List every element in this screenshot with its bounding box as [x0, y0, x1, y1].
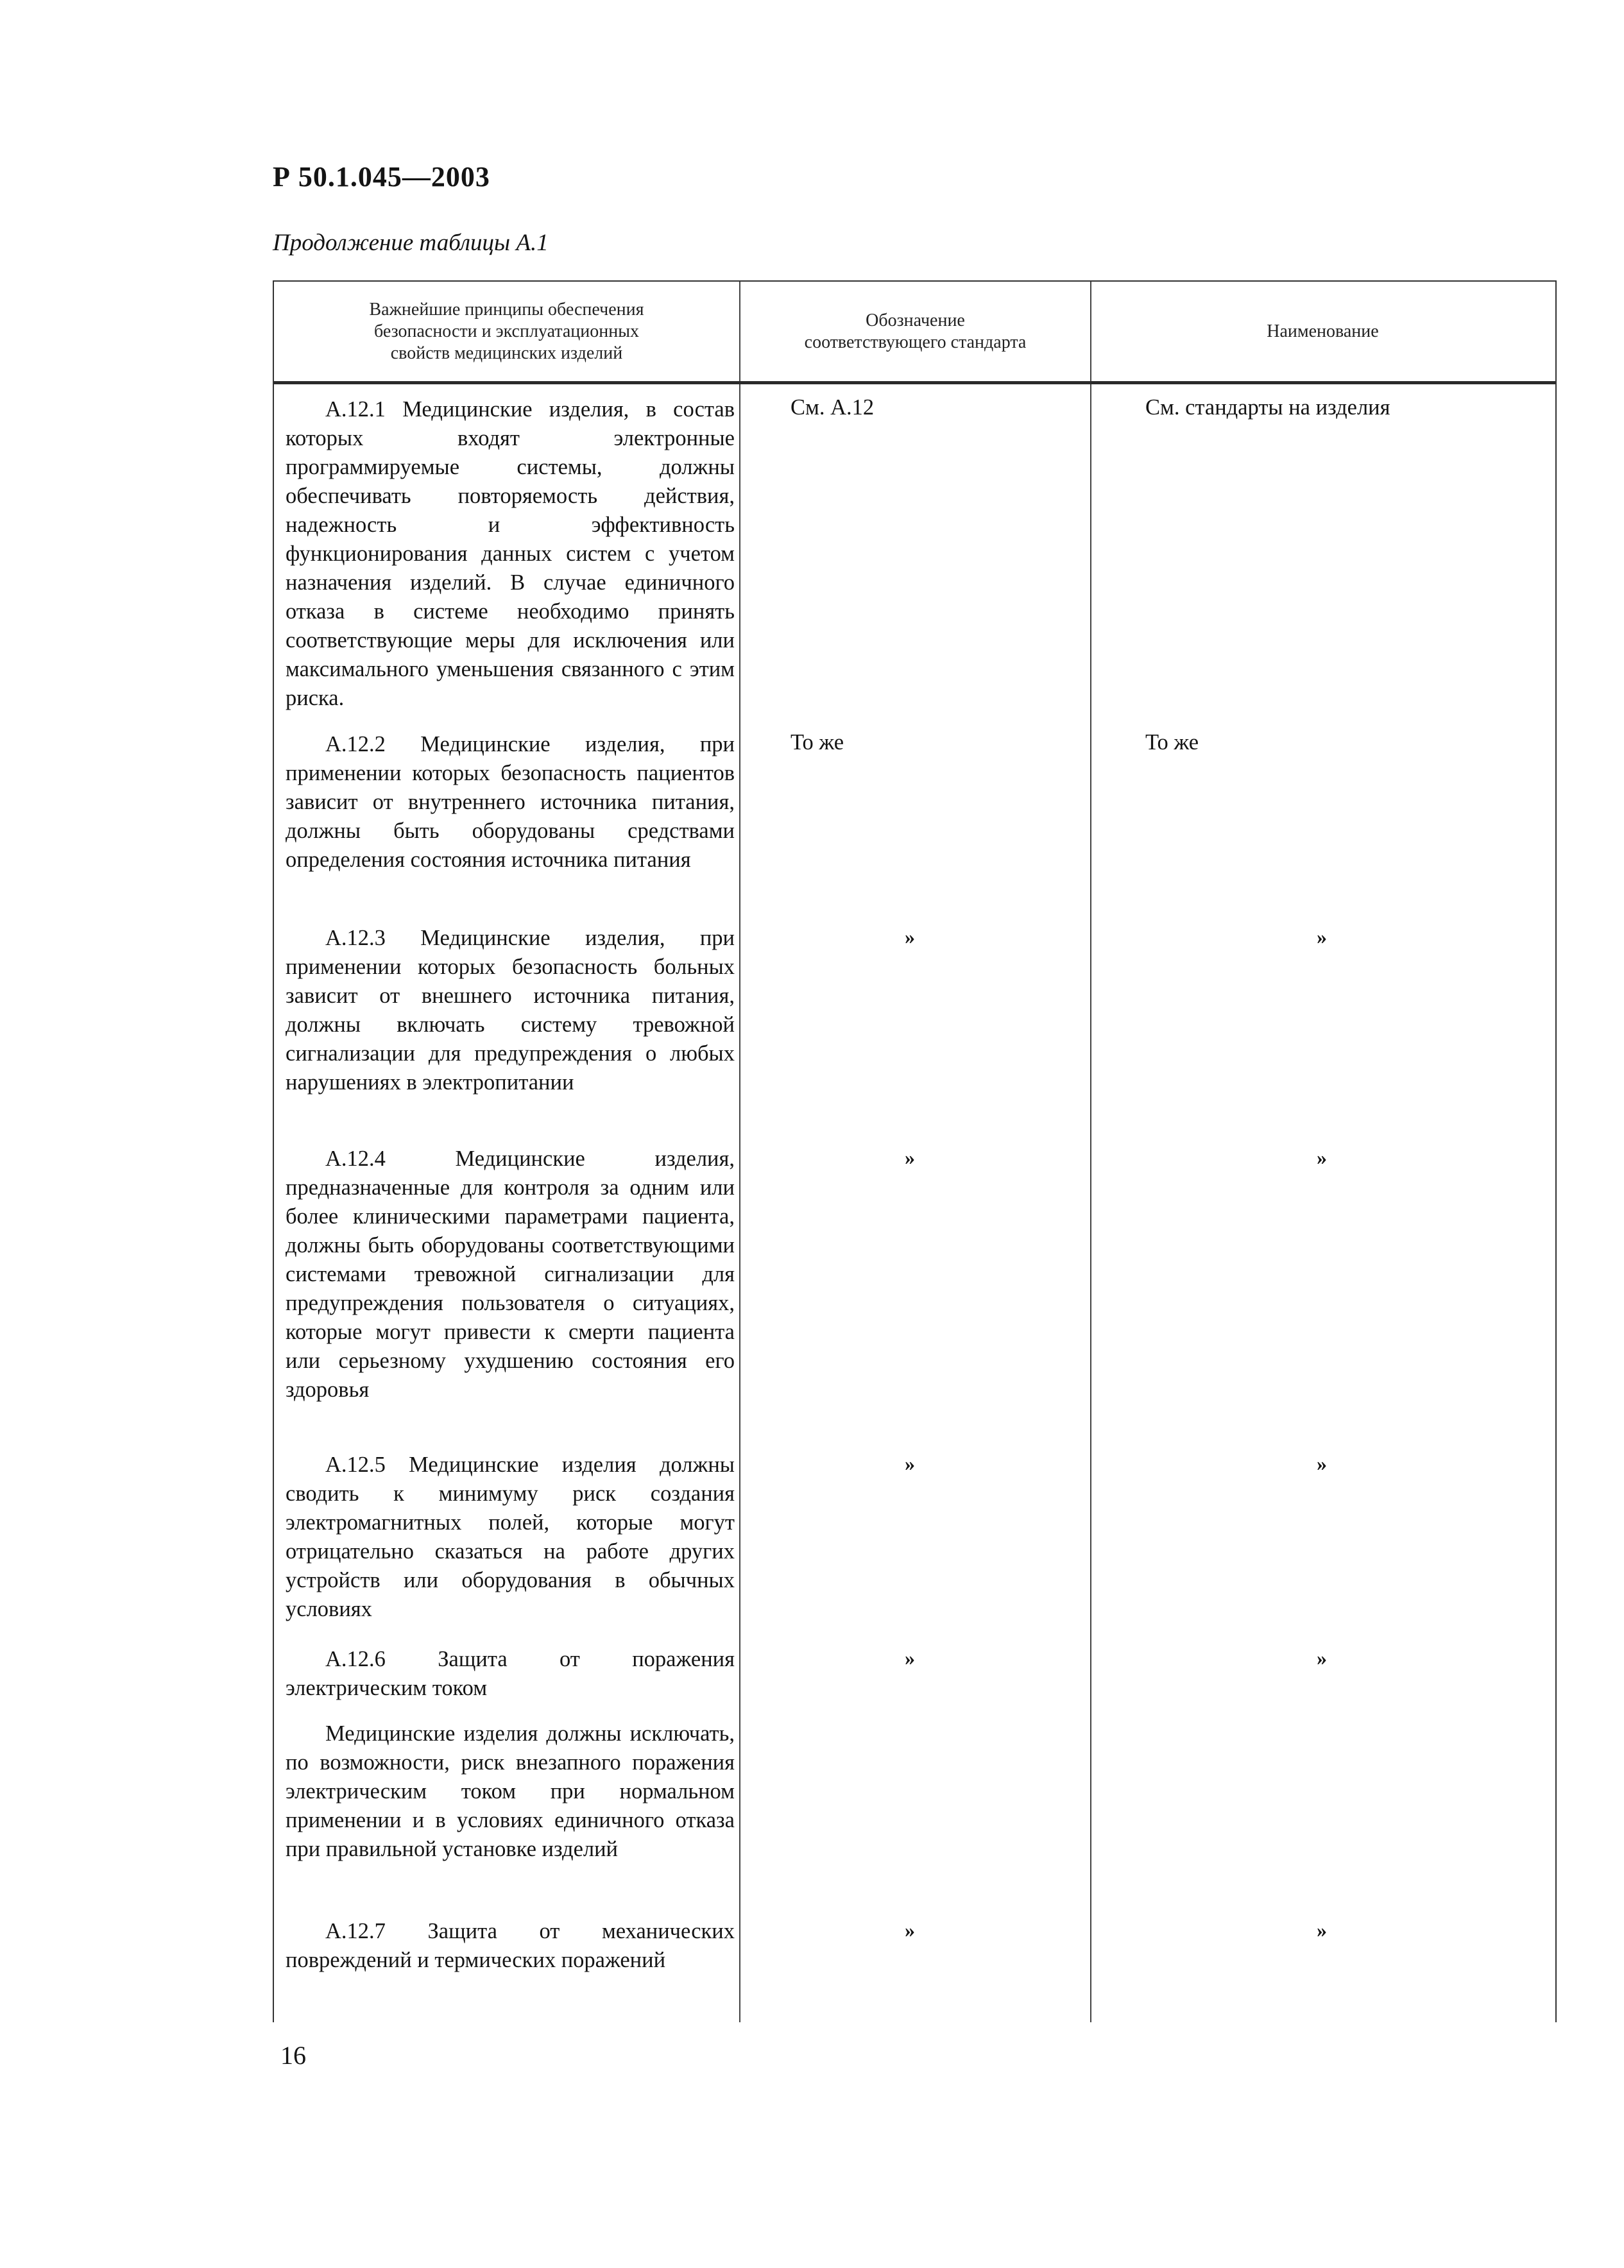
- column-header-name: Наименование: [1267, 321, 1379, 341]
- table-row-principle: А.12.7 Защита от механических повреждений и термических поражений: [286, 1919, 735, 1972]
- page-number: 16: [280, 2041, 306, 2070]
- ditto-mark: »: [905, 1146, 915, 1169]
- column-header-principles: Важнейшие принципы обеспечения безопасности и эксплуатационных свойств медицинских изделий: [369, 299, 644, 363]
- column-header-designation: Обозначение соответствующего стандарта: [804, 310, 1027, 352]
- table-row-designation: То же: [791, 730, 844, 755]
- ditto-mark: »: [1317, 925, 1327, 948]
- table-row-name: То же: [1145, 730, 1199, 755]
- table-caption: Продолжение таблицы А.1: [273, 230, 549, 256]
- standards-table: [273, 280, 1557, 2022]
- table-row-designation: См. А.12: [791, 395, 875, 420]
- ditto-mark: »: [905, 1918, 915, 1941]
- ditto-mark: »: [1317, 1452, 1327, 1475]
- table-row-principle: А.12.6 Защита от поражения электрическим током Медицинские изделия должны исключать, по возможности, риск внезапного поражения электрическим током при нормальном применении и в условиях единичного отказа при правильной установке изделий: [286, 1647, 735, 1861]
- table-row-name: См. стандарты на изделия: [1145, 395, 1390, 420]
- column-divider: [739, 282, 740, 2022]
- ditto-mark: »: [905, 925, 915, 948]
- table-row-principle: А.12.4 Медицинские изделия, предназначенные для контроля за одним или более клиническими параметрами пациента, должны быть оборудованы соответствующими системами тревожной сигнализации для предупреждения пользователя о ситуациях, которые могут привести к смерти пациента или серьезному ухудшению состояния его здоровья: [286, 1147, 735, 1402]
- table-row-principle: А.12.2 Медицинские изделия, при применении которых безопасность пациентов зависит от внутреннего источника питания, должны быть оборудованы средствами определения состояния источника питания: [286, 732, 735, 872]
- ditto-mark: »: [905, 1452, 915, 1475]
- table-row-principle: А.12.3 Медицинские изделия, при применении которых безопасность больных зависит от внешнего источника питания, должны включать систему тревожной сигнализации для предупреждения о любых нарушениях в электропитании: [286, 926, 735, 1095]
- header-divider: [274, 381, 1555, 384]
- table-row-principle: А.12.1 Медицинские изделия, в состав которых входят электронные программируемые системы, должны обеспечивать повторяемость действия, надежность и эффективность функционирования данных систем с учетом назначения изделий. В случае единичного отказа в системе необходимо принять соответствующие меры для исключения или максимального уменьшения связанного с этим риска.: [286, 397, 735, 710]
- ditto-mark: »: [905, 1646, 915, 1669]
- ditto-mark: »: [1317, 1146, 1327, 1169]
- ditto-mark: »: [1317, 1646, 1327, 1669]
- ditto-mark: »: [1317, 1918, 1327, 1941]
- column-divider: [1090, 282, 1091, 2022]
- table-row-principle: А.12.5 Медицинские изделия должны сводить к минимуму риск создания электромагнитных полей, которые могут отрицательно сказаться на работе других устройств или оборудования в обычных условиях: [286, 1453, 735, 1621]
- document-code: Р 50.1.045—2003: [273, 161, 490, 192]
